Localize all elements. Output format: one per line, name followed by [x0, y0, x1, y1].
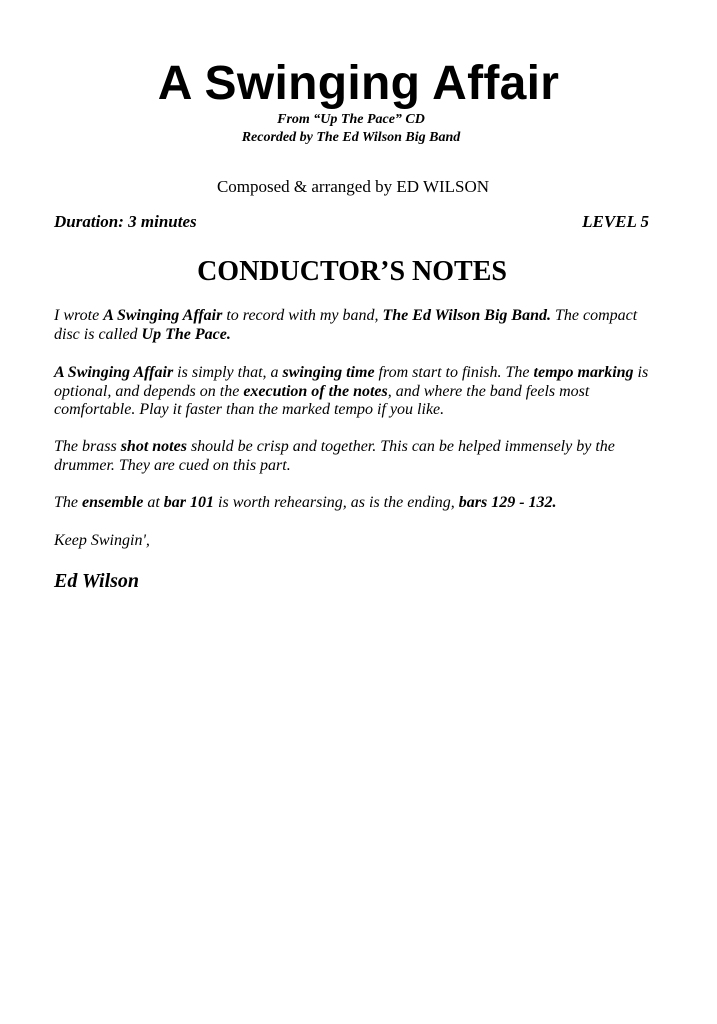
- bold-run: Up The Pace.: [141, 325, 231, 343]
- text-run: is worth rehearsing, as is the ending,: [214, 494, 459, 511]
- bold-run: execution of the notes: [243, 382, 388, 400]
- bold-run: A Swinging Affair: [54, 364, 174, 381]
- sign-off: [54, 532, 654, 551]
- text-run: The compact disc is called: [54, 307, 638, 343]
- notes-heading: CONDUCTOR’S NOTES: [197, 256, 507, 287]
- text-run: should be crisp and together. This can be helped immensely by the drummer. They are cued on this part.: [54, 438, 615, 474]
- text-run: , and where the band feels most comfortable. Play it faster than the marked tempo if you like.: [54, 382, 590, 418]
- bold-run: swinging time: [282, 364, 375, 381]
- signature: Ed Wilson: [54, 570, 140, 592]
- note-paragraph-3: [54, 438, 654, 475]
- text-run: I wrote: [54, 307, 104, 324]
- bold-run: bar 101: [163, 494, 215, 511]
- text-run: The brass: [54, 438, 121, 455]
- text-run: is simply that, a: [173, 364, 283, 381]
- note-paragraph-4: [54, 494, 654, 513]
- text-run: The: [54, 494, 82, 511]
- note-paragraph-1: [54, 307, 654, 344]
- recorded-line: Recorded by The Ed Wilson Big Band: [241, 130, 461, 145]
- composer-line: Composed & arranged by ED WILSON: [216, 177, 490, 196]
- bold-run: bars 129 - 132.: [458, 494, 557, 511]
- text-run: to record with my band,: [222, 307, 383, 324]
- bold-run: tempo marking: [533, 364, 634, 381]
- text-run: from start to finish. The: [374, 364, 534, 381]
- piece-title: A Swinging Affair: [157, 57, 560, 110]
- level-label: LEVEL 5: [582, 212, 649, 231]
- bold-run: ensemble: [82, 494, 144, 511]
- text-run: is optional, and depends on the: [54, 364, 649, 400]
- bold-run: The Ed Wilson Big Band.: [382, 307, 551, 324]
- text-run: Keep Swingin',: [54, 532, 150, 549]
- note-paragraph-2: [54, 364, 654, 420]
- duration-label: Duration: 3 minutes: [54, 212, 197, 231]
- source-line: From “Up The Pace” CD: [277, 112, 425, 127]
- text-run: at: [143, 494, 164, 511]
- bold-run: shot notes: [120, 438, 187, 455]
- bold-run: A Swinging Affair: [103, 307, 223, 324]
